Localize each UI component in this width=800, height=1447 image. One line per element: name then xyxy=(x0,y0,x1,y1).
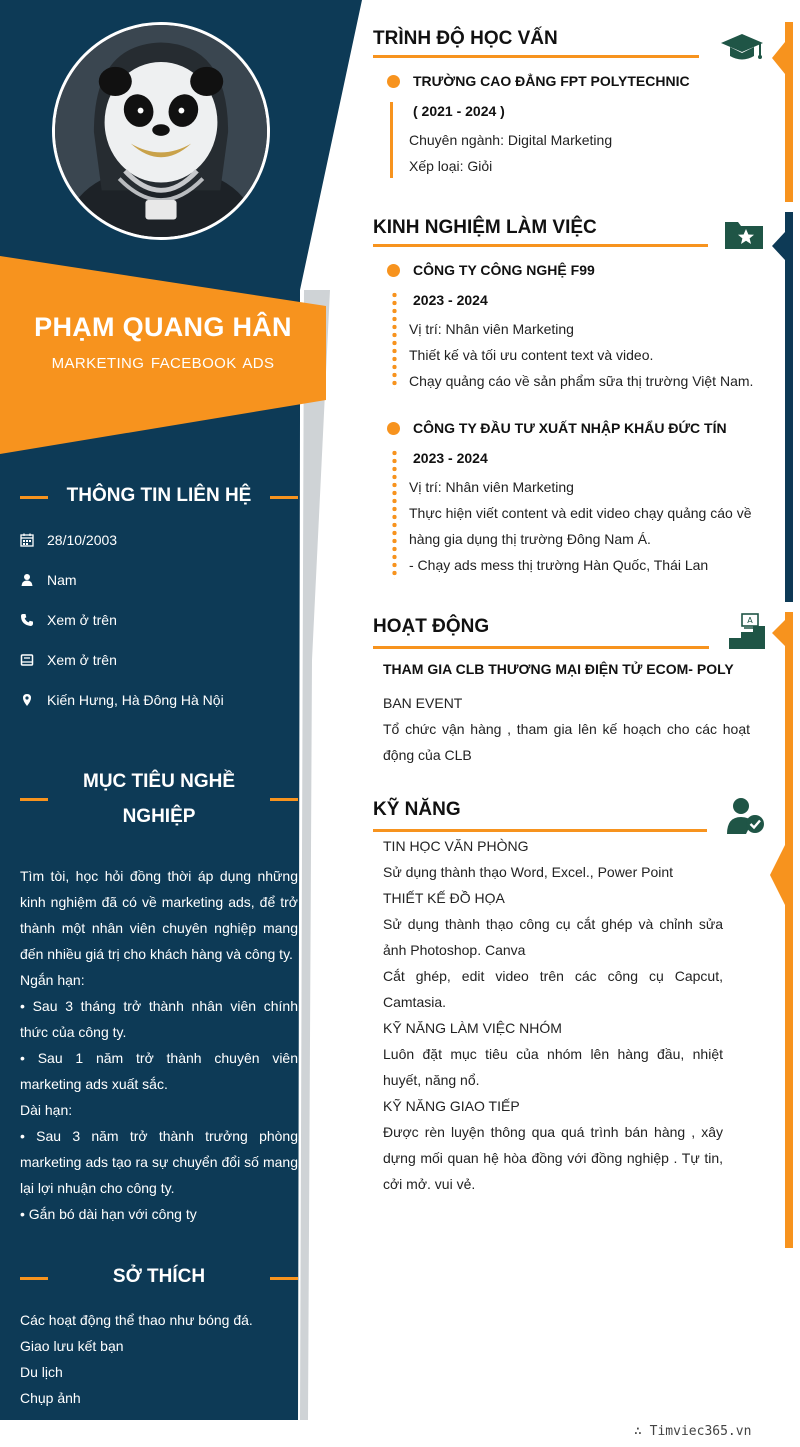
podium-icon xyxy=(728,612,766,655)
heading-bar xyxy=(270,1277,298,1280)
job-line: - Chạy ads mess thị trường Hàn Quốc, Thái Lan xyxy=(409,557,709,573)
activity-org: THAM GIA CLB THƯƠNG MẠI ĐIỆN TỬ ECOM- POLY xyxy=(383,661,734,677)
experience-title: KINH NGHIỆM LÀM VIỆC xyxy=(373,217,597,238)
timeline-dot xyxy=(387,264,400,277)
skill-text: Cắt ghép, edit video trên các công cụ Capcut, Camtasia. xyxy=(383,968,723,1010)
section-underline xyxy=(373,646,709,649)
contact-item-birthday xyxy=(20,530,117,550)
career-text xyxy=(20,863,298,1227)
job-line: Vị trí: Nhân viên Marketing xyxy=(409,479,574,495)
job-company: CÔNG TY CÔNG NGHỆ F99 xyxy=(413,262,595,278)
phone-icon xyxy=(20,613,47,627)
skill-text: Sử dụng thành thạo Word, Excel., Power Point xyxy=(383,864,674,880)
graduation-cap-icon xyxy=(720,32,764,69)
activity-position: BAN EVENT xyxy=(383,695,463,711)
job-company: CÔNG TY ĐẦU TƯ XUẤT NHẬP KHẨU ĐỨC TÍN xyxy=(413,420,727,436)
career-paragraph: • Sau 3 tháng trở thành nhân viên chính thức của công ty. xyxy=(20,998,298,1040)
contact-text: Xem ở trên xyxy=(47,652,117,668)
watermark: ∴ Timviec365.vn xyxy=(634,1424,752,1439)
contact-item-phone xyxy=(20,610,117,630)
contact-heading xyxy=(20,485,298,507)
contact-item-gender xyxy=(20,570,77,590)
job-line: Chạy quảng cáo về sản phẩm sữa thị trường Việt Nam. xyxy=(409,373,754,389)
activities-title: HOẠT ĐỘNG xyxy=(373,616,490,637)
career-paragraph: Ngắn hạn: xyxy=(20,972,85,988)
heading-bar xyxy=(270,496,298,499)
heading-bar xyxy=(20,1277,48,1280)
location-pin-icon xyxy=(20,693,47,707)
contact-item-address xyxy=(20,690,224,710)
candidate-name: PHẠM QUANG HÂN xyxy=(34,312,292,342)
hobby-item: Các hoạt động thể thao như bóng đá. xyxy=(20,1312,253,1328)
skill-heading: TIN HỌC VĂN PHÒNG xyxy=(383,838,529,854)
education-title: TRÌNH ĐỘ HỌC VẤN xyxy=(373,28,558,49)
contact-text: 28/10/2003 xyxy=(47,532,118,548)
activity-description: Tổ chức vận hàng , tham gia lên kế hoạch cho các hoạt động của CLB xyxy=(383,721,750,763)
candidate-role: MARKETING FACEBOOK ADS xyxy=(51,355,275,372)
timeline-dot xyxy=(387,75,400,88)
career-paragraph: • Sau 3 năm trở thành trưởng phòng marketing ads tạo ra sự chuyển đổi số mang lại lợi nhuận cho công ty. xyxy=(20,1128,298,1196)
user-check-icon xyxy=(726,797,766,840)
job-line: hàng gia dụng thị trường Đông Nam Á. xyxy=(409,531,651,547)
hobby-item: Du lịch xyxy=(20,1364,63,1380)
timeline-dotted xyxy=(392,291,397,389)
job-period: 2023 - 2024 xyxy=(413,292,488,308)
hobby-item: Chụp ảnh xyxy=(20,1390,81,1406)
job-line: Vị trí: Nhân viên Marketing xyxy=(409,321,574,337)
email-icon xyxy=(20,653,47,667)
hobbies-title: SỞ THÍCH xyxy=(112,1266,206,1287)
job-line: Thiết kế và tối ưu content text và video. xyxy=(409,347,654,363)
school-name: TRƯỜNG CAO ĐẲNG FPT POLYTECHNIC xyxy=(413,73,690,89)
skill-heading: KỸ NĂNG LÀM VIỆC NHÓM xyxy=(383,1020,562,1036)
hobby-item: Giao lưu kết bạn xyxy=(20,1338,124,1354)
contact-text: Xem ở trên xyxy=(47,612,117,628)
timeline-dotted xyxy=(392,449,397,579)
contact-title: THÔNG TIN LIÊN HỆ xyxy=(66,485,252,506)
skill-text: Sử dụng thành thạo công cụ cắt ghép và chỉnh sửa ảnh Photoshop. Canva xyxy=(383,916,723,958)
contact-text: Kiến Hưng, Hà Đông Hà Nội xyxy=(47,692,224,708)
calendar-icon xyxy=(20,533,47,547)
avatar xyxy=(52,22,270,240)
career-paragraph: • Sau 1 năm trở thành chuyên viên marketing ads xuất sắc. xyxy=(20,1050,298,1092)
education-major: Chuyên ngành: Digital Marketing xyxy=(409,132,613,148)
heading-bar xyxy=(20,496,48,499)
folder-star-icon xyxy=(724,218,764,255)
contact-item-email xyxy=(20,650,117,670)
job-line: Thực hiện viết content và edit video chạy quảng cáo về xyxy=(409,505,752,521)
contact-text: Nam xyxy=(47,572,77,588)
career-paragraph: Dài hạn: xyxy=(20,1102,73,1118)
section-underline xyxy=(373,829,707,832)
svg-text:A: A xyxy=(747,616,753,625)
section-underline xyxy=(373,244,708,247)
career-paragraph: Tìm tòi, học hỏi đồng thời áp dụng những kinh nghiệm đã có về marketing ads, để trở thành một nhân viên chuyên nghiệp mang đến nhiều giá trị cho khách hàng và công ty. xyxy=(20,868,298,962)
skill-heading: KỸ NĂNG GIAO TIẾP xyxy=(383,1098,520,1114)
education-rank: Xếp loại: Giỏi xyxy=(409,158,493,174)
education-period: ( 2021 - 2024 ) xyxy=(413,103,505,119)
skills-title: KỸ NĂNG xyxy=(373,799,461,820)
career-title-line1: MỤC TIÊU NGHỀ xyxy=(83,771,235,792)
heading-bar xyxy=(20,798,48,801)
career-title-line2: NGHIỆP xyxy=(122,806,196,827)
heading-bar xyxy=(270,798,298,801)
hobbies-list xyxy=(20,1307,253,1411)
skill-text: Được rèn luyện thông qua quá trình bán hàng , xây dựng mối quan hệ hòa đồng với đồng nghiệp . Tự tin, cởi mở. vui vẻ. xyxy=(383,1124,723,1192)
hobbies-heading xyxy=(20,1266,298,1288)
career-heading xyxy=(20,764,298,834)
job-period: 2023 - 2024 xyxy=(413,450,488,466)
section-underline xyxy=(373,55,699,58)
skills-list xyxy=(383,833,723,1197)
skill-heading: THIẾT KẾ ĐỒ HỌA xyxy=(383,890,505,906)
person-icon xyxy=(20,573,47,587)
career-paragraph: • Gắn bó dài hạn với công ty xyxy=(20,1206,197,1222)
timeline-line xyxy=(390,102,393,178)
timeline-dot xyxy=(387,422,400,435)
skill-text: Luôn đặt mục tiêu của nhóm lên hàng đầu, nhiệt huyết, năng nổ. xyxy=(383,1046,723,1088)
